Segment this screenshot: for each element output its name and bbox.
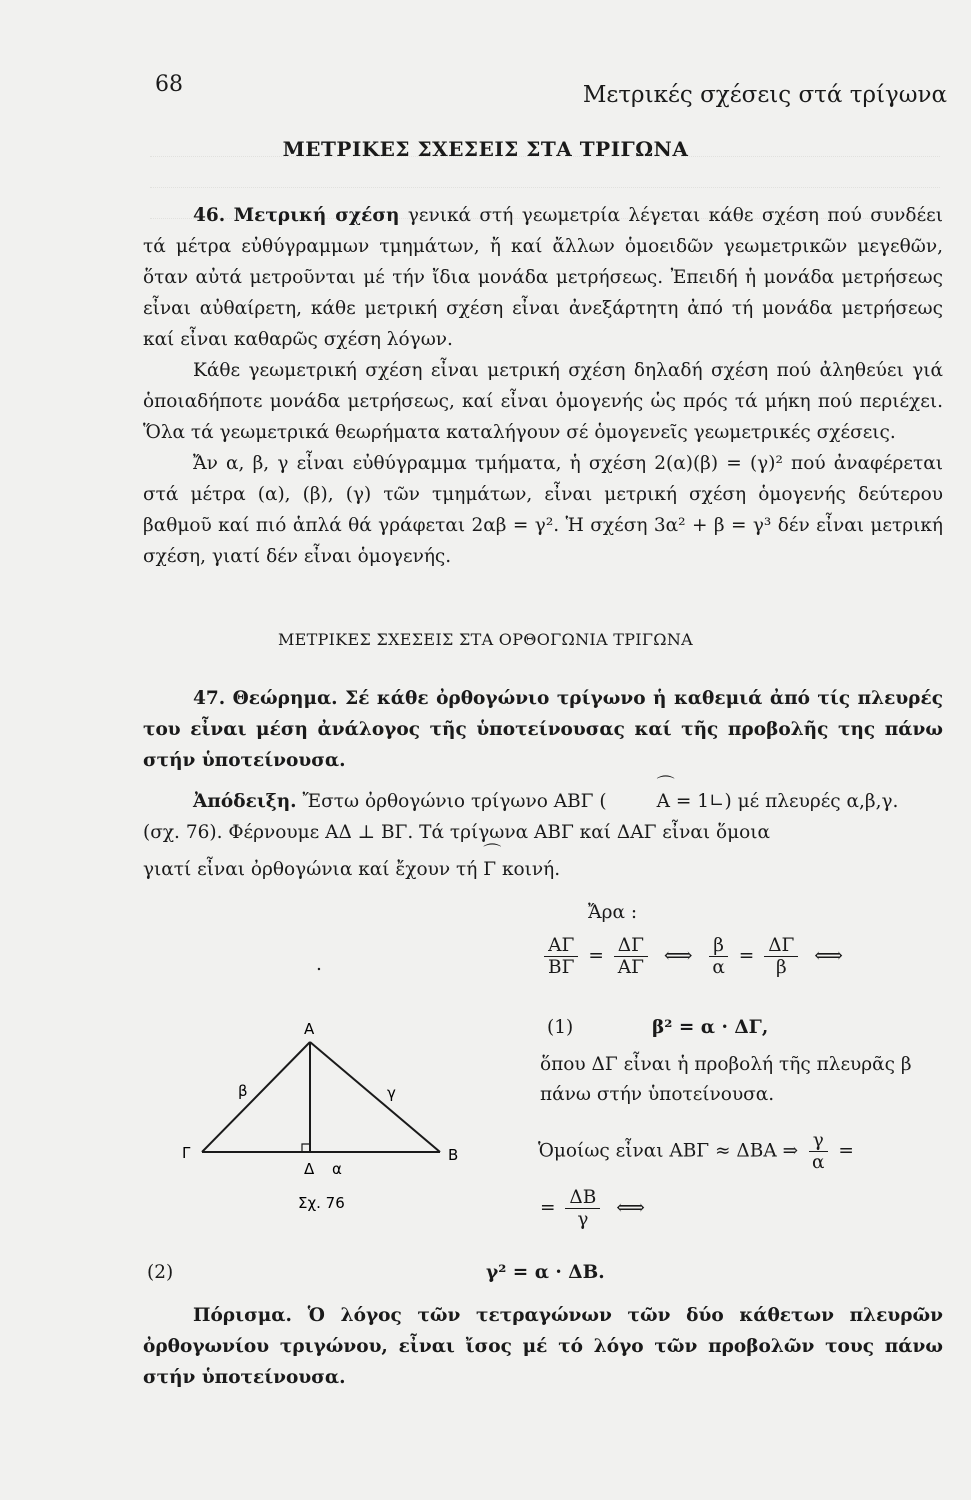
sec46-p1-text: γενικά στή γεωμετρία λέγεται κάθε σχέση πού συνδέει τά μέτρα εὐθύγραμμων τμημάτων, ἤ καί ἄλλων ὁμοειδῶν γεωμετρικῶν μεγεθῶν, ὅταν αὐτά μετροῦνται μέ τήν ἴδια μονάδα μετρήσεως. Ἐπειδή ἡ μονάδα μετρήσεως εἶναι αὐθαίρετη, κάθε μετρική σχέση εἶναι ἀνεξάρτητη ἀπό τή μονάδα μετρήσεως καί εἶναι καθαρῶς σχέση λόγων.	[143, 205, 943, 350]
porisma-text: Ὁ λόγος τῶν τετραγώνων τῶν δύο κάθετων πλευρῶν ὀρθογωνίου τριγώνου, εἶναι ἴσος μέ τό λόγο τῶν προβολῶν τους πάνω στήν ὑποτείνουσα.	[143, 1305, 943, 1388]
sec46-paragraph-1	[143, 200, 943, 355]
fraction-db-g: $\frac{\Delta B}{\gamma}$	[565, 1187, 600, 1230]
page-number: 68	[155, 72, 183, 97]
section-subtitle: ΜΕΤΡΙΚΕΣ ΣΧΕΣΕΙΣ ΣΤΑ ΟΡΘΟΓΩΝΙΑ ΤΡΙΓΩΝΑ	[277, 630, 694, 649]
sec46-paragraph-2: Κάθε γεωμετρική σχέση εἶναι μετρική σχέση δηλαδή σχέση πού ἀληθεύει γιά ὁποιαδήποτε μονάδα μετρήσεως, καί εἶναι ὁμογενής ὡς πρός τά μήκη πού περιέχει. Ὅλα τά γεωμετρικά θεωρήματα καταλήγουν σέ ὁμογενεῖς γεωμετρικές σχέσεις.	[143, 360, 943, 443]
fraction-g-a: $\frac{\gamma}{\alpha}$	[808, 1130, 829, 1173]
theorem-text: Σέ κάθε ὀρθογώνιο τρίγωνο ἡ καθεμιά ἀπό τίς πλευρές του εἶναι μέση ἀνάλογος τῆς ὑποτείνουσας καί τῆς προβολῆς της πάνω στήν ὑποτείνουσα.	[143, 688, 943, 771]
fraction-ag-bg: $\frac{A\Gamma}{B\Gamma}$	[544, 935, 578, 978]
proof-label: Ἀπόδειξη.	[193, 791, 297, 812]
equation-1	[540, 935, 849, 978]
similarity-line	[538, 1130, 854, 1173]
sec46-number: 46.	[193, 205, 226, 226]
equation-1-result: β² = α · ΔΓ,	[652, 1017, 769, 1038]
vertex-a: Α	[304, 1020, 315, 1038]
iff-arrow-2: ⟺	[814, 942, 843, 967]
section-47	[143, 683, 943, 885]
side-ag	[310, 1042, 440, 1152]
proof-text-d1: γιατί εἶναι ὀρθογώνια καί ἔχουν τή	[143, 859, 484, 880]
label-beta: β	[238, 1082, 248, 1100]
equation-1-label: (1)	[547, 1017, 574, 1038]
fraction-dg-ag: $\frac{\Delta\Gamma}{A\Gamma}$	[614, 935, 648, 978]
porisma-label: Πόρισμα.	[193, 1305, 292, 1326]
sec46-term: Μετρική σχέση	[233, 205, 400, 226]
fraction-dg-b: $\frac{\Delta\Gamma}{\beta}$	[764, 935, 798, 978]
ara-label: Ἄρα :	[588, 902, 638, 923]
vertex-b: Β	[448, 1146, 459, 1164]
figure-caption: Σχ. 76	[298, 1194, 345, 1212]
proof-text-d2: κοινή.	[496, 859, 561, 880]
sec46-paragraph-3: Ἄν α, β, γ εἶναι εὐθύγραμμα τμήματα, ἡ σχέση 2(α)(β) = (γ)² πού ἀναφέρεται στά μέτρα (α), (β), (γ) τῶν τμημάτων, εἶναι μετρική σχέση ὁμογενής δεύτερου βαθμοῦ καί πιό ἁπλά θά γράφεται 2αβ = γ². Ἡ σχέση 3α² + β = γ³ δέν εἶναι μετρική σχέση, γιατί δέν εἶναι ὁμογενής.	[143, 453, 943, 567]
iff-arrow: ⟺	[663, 942, 693, 967]
proof-paragraph	[143, 786, 943, 817]
fraction-b-a: $\frac{\beta}{\alpha}$	[708, 935, 729, 978]
section-46	[143, 200, 943, 572]
vertex-d: Δ	[304, 1160, 315, 1178]
label-alpha: α	[332, 1160, 342, 1178]
projection-note-text: ὅπου ΔΓ εἶναι ἡ προβολή τῆς πλευρᾶς β πάνω στήν ὑποτείνουσα.	[540, 1054, 912, 1105]
porisma-paragraph	[143, 1300, 943, 1393]
similarity-line-2	[540, 1187, 651, 1230]
side-ab	[202, 1042, 310, 1152]
proof-line-3	[143, 854, 943, 885]
similarity-eq: =	[838, 1140, 854, 1162]
porisma	[143, 1300, 943, 1393]
equation-2-result: γ² = α · ΔΒ.	[486, 1262, 605, 1283]
label-gamma: γ	[387, 1084, 396, 1102]
sec47-term: Θεώρημα.	[232, 688, 338, 709]
vertex-g: Γ	[182, 1144, 191, 1162]
proof-text-a: Ἔστω ὀρθογώνιο τρίγωνο ΑΒΓ (	[302, 791, 607, 812]
sim2-eq: =	[540, 1197, 556, 1219]
right-angle-mark	[302, 1144, 310, 1152]
eq-sign: =	[588, 945, 604, 967]
angle-g: ⌒ Γ	[483, 854, 496, 885]
stray-dot: .	[316, 954, 322, 975]
equation-2-label: (2)	[147, 1262, 174, 1283]
chapter-title: ΜΕΤΡΙΚΕΣ ΣΧΕΣΕΙΣ ΣΤΑ ΤΡΙΓΩΝΑ	[282, 137, 689, 161]
proof-text-b: = 1∟) μέ πλευρές α,β,γ.	[669, 791, 899, 812]
theorem-statement	[143, 683, 943, 776]
projection-note	[540, 1050, 960, 1110]
angle-a: ⌒ Α	[607, 786, 670, 817]
similarity-text: Ὁμοίως εἶναι ΑΒΓ ≈ ΔΒΑ ⇒	[538, 1140, 799, 1162]
figure-76	[180, 1012, 500, 1222]
running-head: Μετρικές σχέσεις στά τρίγωνα	[582, 82, 947, 108]
proof-line-2: (σχ. 76). Φέρνουμε ΑΔ ⊥ ΒΓ. Τά τρίγωνα ΑΒΓ καί ΔΑΓ εἶναι ὅμοια	[143, 822, 771, 843]
sec47-number: 47.	[193, 688, 226, 709]
iff-arrow-3: ⟺	[616, 1194, 645, 1219]
eq-sign-2: =	[738, 945, 755, 967]
